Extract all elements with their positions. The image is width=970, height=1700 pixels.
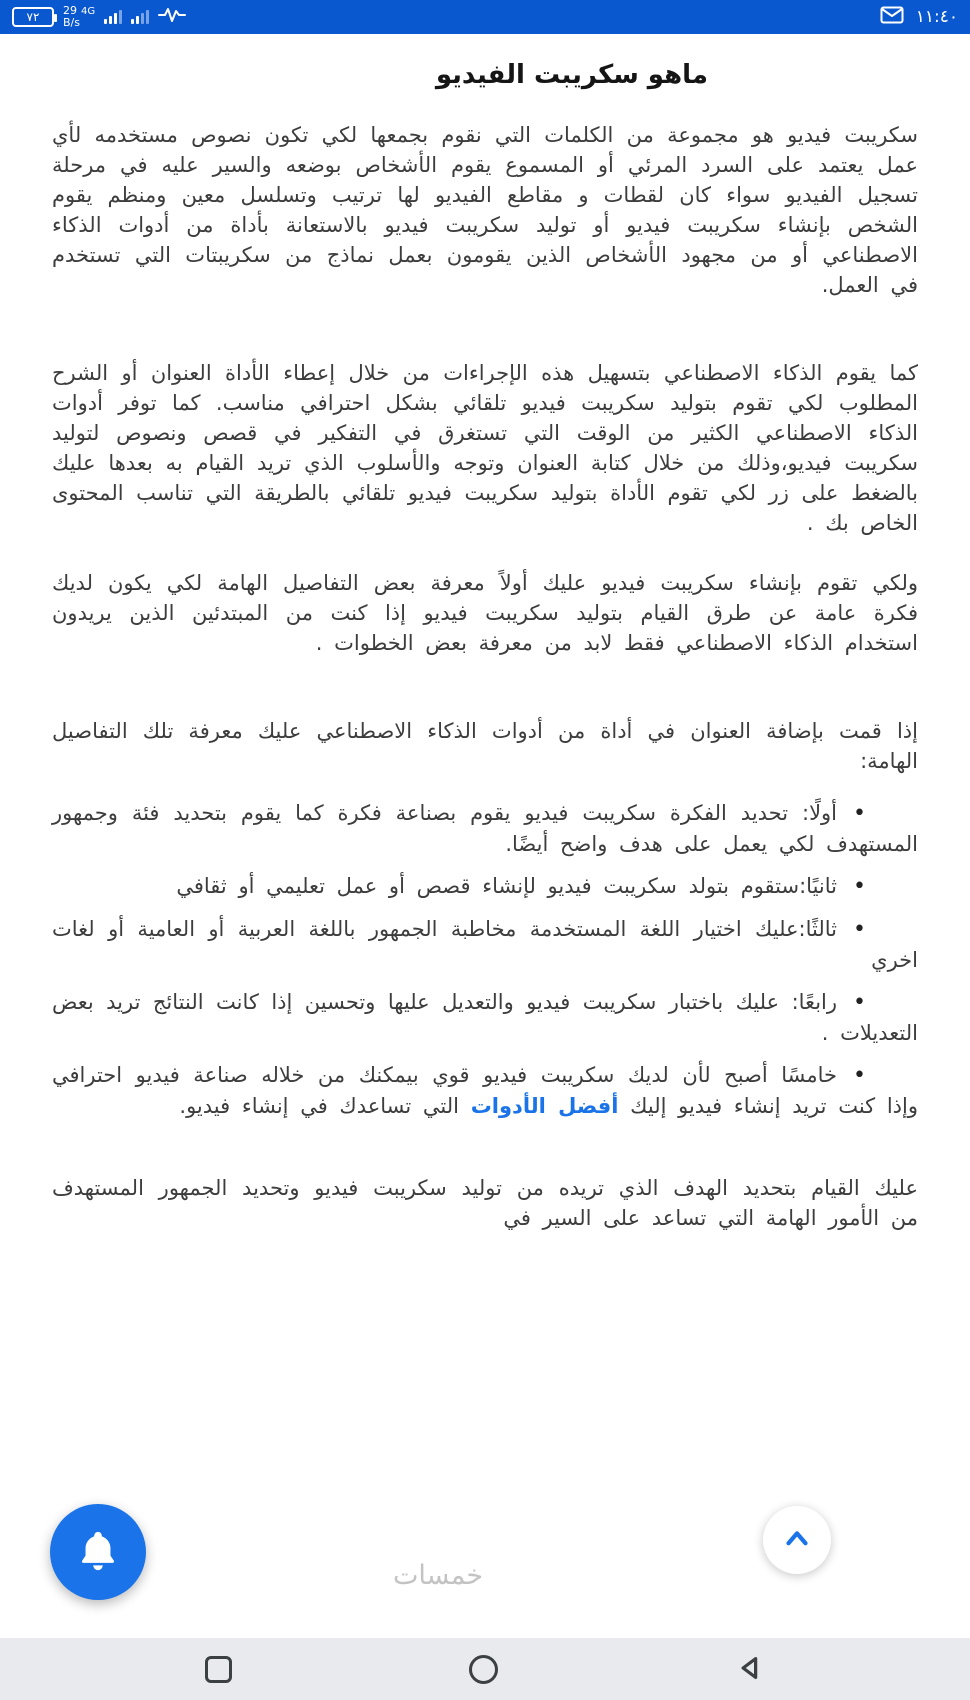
list-item-fifth xyxy=(52,1060,918,1121)
back-triangle-icon xyxy=(735,1653,765,1686)
list-item-second xyxy=(52,871,918,902)
network-speed-unit: B/s xyxy=(63,16,80,29)
battery-icon xyxy=(12,7,54,27)
list-item-text: رابعًا: عليك باختبار سكريبت فيديو والتعديل عليها وتحسين إذا كانت النتائج تريد بعض التعديلات . xyxy=(52,990,918,1045)
back-button[interactable] xyxy=(735,1653,765,1686)
battery-percent: ٧٢ xyxy=(26,10,40,24)
paragraph-ai-facilitation: كما يقوم الذكاء الاصطناعي بتسهيل هذه الإجراءات من خلال إعطاء الأداة العنوان أو الشرح المطلوب لكي تقوم بتوليد سكريبت فيديو تلقائي بشكل احترافي مناسب. كما توفر أدوات الذكاء الاصطناعي الكثير من الوقت التي تستغرق في التفكير في قصص ونصوص لتوليد سكريبت فيديو،وذلك من خلال كتابة العنوان وتوجه والأسلوب الذي تريد القيام به بعدها عليك بالضغط على زر لكي تقوم الأداة بتوليد سكريبت فيديو تلقائي بالطريقة التي تناسب المحتوى الخاص بك . xyxy=(52,361,918,535)
bullet-dot: • xyxy=(853,1063,866,1088)
watermark-text: خمسات xyxy=(393,1560,484,1591)
list-item-text: ثانيًا:ستقوم بتولد سكريبت فيديو لإنشاء قصص أو عمل تعليمي أو ثقافي xyxy=(176,874,838,898)
mail-icon xyxy=(880,6,904,28)
list-item-text: ثالثًا:عليك اختيار اللغة المستخدمة مخاطبة الجمهور باللغة العربية أو العامية أو لغات اخري xyxy=(52,917,918,972)
bullet-dot: • xyxy=(853,874,866,899)
signal-bars-icon-1 xyxy=(104,10,122,24)
home-icon xyxy=(469,1655,498,1684)
paragraph-details-intro: إذا قمت بإضافة العنوان في أداة من أدوات الذكاء الاصطناعي عليك معرفة تلك التفاصيل الهامة: xyxy=(52,719,918,773)
list-item-fourth xyxy=(52,987,918,1048)
best-tools-link[interactable]: أفضل الأدوات xyxy=(470,1094,619,1118)
paragraph-what-is-script: سكريبت فيديو هو مجموعة من الكلمات التي نقوم بجمعها لكي تكون نصوص مستخدمه لأي عمل يعتمد على السرد المرئي أو المسموع يقوم الأشخاص بوضعه والسير عليه في مرحلة تسجيل الفيديو سواء كان لقطات و مقاطع الفيديو لها ترتيب وتسلسل معين ومنظم يقوم الشخص بإنشاء سكريبت فيديو أو توليد سكريبت فيديو بالاستعانة بأداة من أدوات الذكاء الاصطناعي أو من مجهود الأشخاص الذين يقومون بعمل نماذج من سكريبتات التي تستخدم في العمل. xyxy=(52,123,918,297)
paragraph-closing: عليك القيام بتحديد الهدف الذي تريده من توليد سكريبت فيديو وتحديد الجمهور المستهدف من الأمور الهامة التي تساعد على السير في xyxy=(52,1176,918,1230)
scroll-to-top-button[interactable] xyxy=(763,1506,831,1574)
bullet-dot: • xyxy=(853,801,866,826)
recent-apps-button[interactable] xyxy=(205,1656,232,1683)
status-bar-right xyxy=(880,6,958,28)
status-bar xyxy=(0,0,970,34)
list-item-text-before-link: خامسًا أصبح لأن لديك سكريبت فيديو قوي بيمكنك من خلاله صناعة فيديو احترافي وإذا كنت تريد إنشاء فيديو إليك xyxy=(52,1063,918,1118)
network-speed-value: 29 xyxy=(63,3,77,17)
network-speed-indicator xyxy=(63,5,95,29)
notification-bell-button[interactable] xyxy=(50,1504,146,1600)
android-nav-bar xyxy=(0,1638,970,1700)
article-content xyxy=(0,34,970,1700)
status-bar-clock: ١١:٤٠ xyxy=(915,7,958,27)
chevron-up-icon xyxy=(780,1522,814,1559)
list-item-first xyxy=(52,798,918,859)
recent-apps-icon xyxy=(205,1656,232,1683)
status-bar-left xyxy=(12,5,186,29)
details-list xyxy=(52,798,918,1121)
signal-bars-icon-2 xyxy=(131,10,149,24)
paragraph-before-creating: ولكي تقوم بإنشاء سكريبت فيديو عليك أولاً معرفة بعض التفاصيل الهامة لكي يكون لديك فكرة عامة عن طرق القيام بتوليد سكريبت فيديو إذا كنت من المبتدئين الذين يريدون استخدام الذكاء الاصطناعي فقط لابد من معرفة بعض الخطوات . xyxy=(52,571,918,655)
network-activity-icon xyxy=(158,7,186,27)
list-item-third xyxy=(52,914,918,975)
list-item-text-after-link: التي تساعدك في إنشاء فيديو. xyxy=(179,1094,471,1118)
bell-icon xyxy=(75,1528,121,1577)
bullet-dot: • xyxy=(853,990,866,1015)
home-button[interactable] xyxy=(469,1655,498,1684)
page-title: ماهو سكريبت الفيديو xyxy=(435,60,708,90)
network-type-4g: 4G xyxy=(81,5,96,17)
bullet-dot: • xyxy=(853,917,866,942)
list-item-text: أولًا: تحديد الفكرة سكريبت فيديو يقوم بصناعة فكرة كما يقوم بتحديد فئة وجمهور المستهدف لكي يعمل على هدف واضح أيضًا. xyxy=(52,801,918,856)
